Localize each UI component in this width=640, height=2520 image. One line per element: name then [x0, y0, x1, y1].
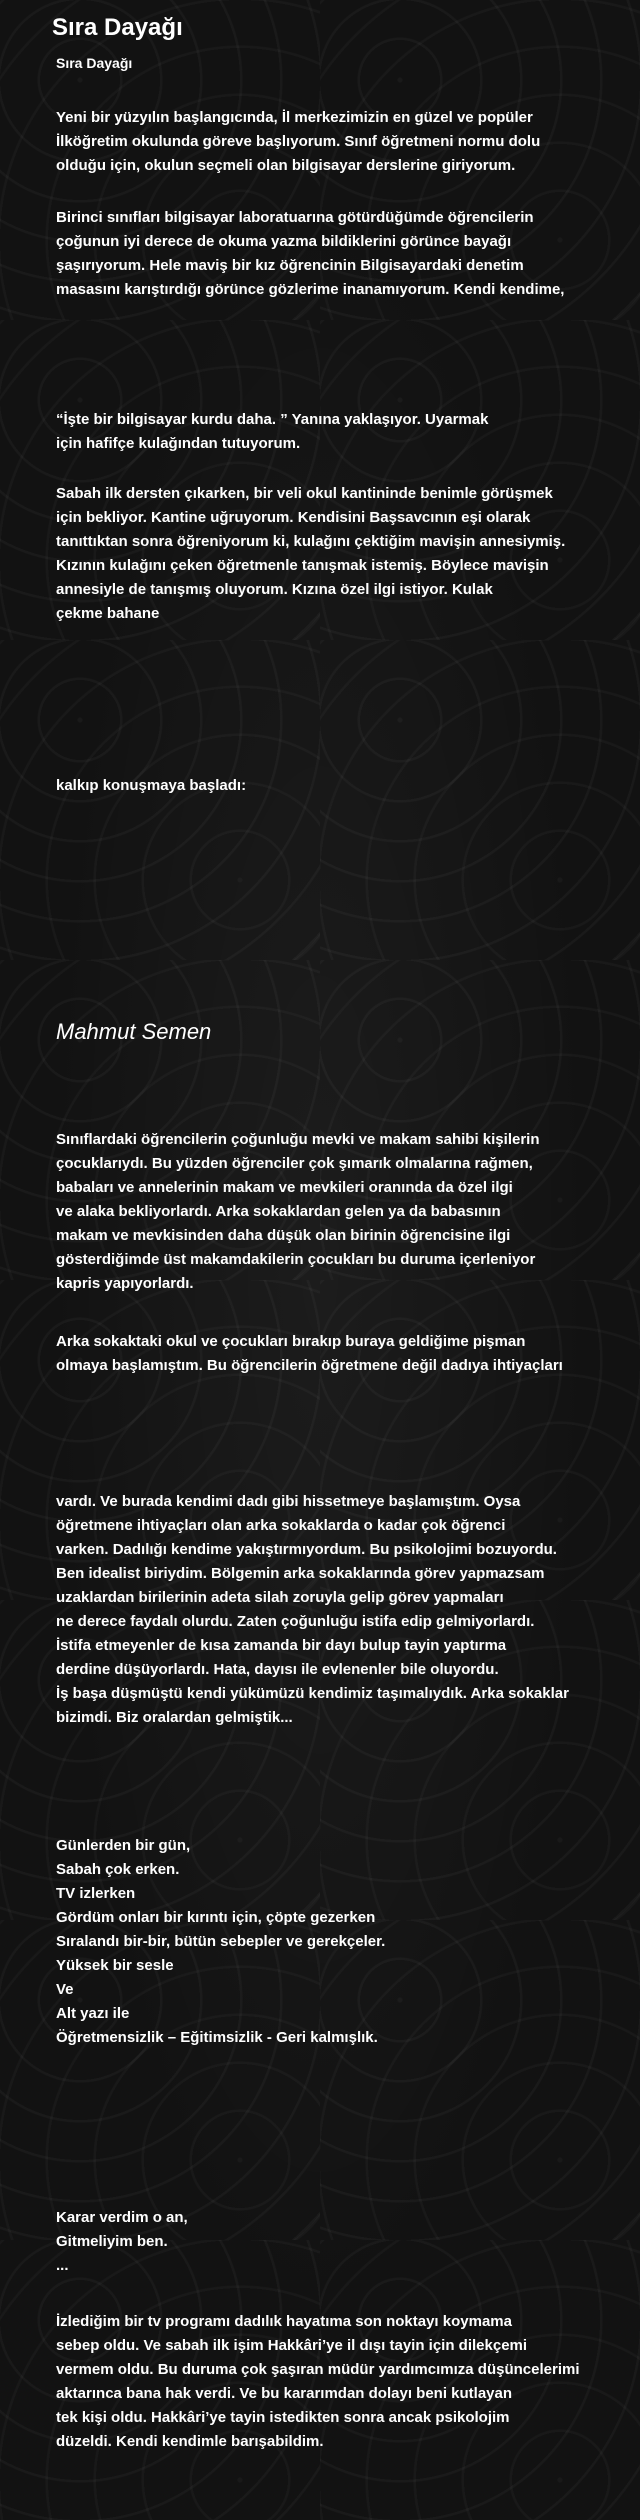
paragraph-3: “İşte bir bilgisayar kurdu daha. ” Yanına yaklaşıyor. Uyarmak için hafifçe kulağından tutuyorum.: [56, 411, 489, 452]
paragraph-8: vardı. Ve burada kendimi dadı gibi hissetmeye başlamıştım. Oysa öğretmene ihtiyaçları olan arka sokaklarda o kadar çok öğrenci varken. Dadılığı kendime yakıştırmıyordum. Bu psikolojimi bozuyordu. Ben idealist biriydim. Bölgemin arka sokaklarında görev yapmazsam uzaklardan birilerinin adeta silah zoruyla gelip görev yapmaları ne derece faydalı olurdu. Zaten çoğunluğu istifa edip gelmiyorlardı. İstifa etmeyenler de kısa zamanda bir dayı bulup tayin yaptırma derdine düşüyorlardı. Hata, dayısı ile evlenenler bile oluyordu. İş başa düşmüştü kendi yükümüzü kendimiz taşımalıydık. Arka sokaklar bizimdi. Biz oralardan gelmiştik...: [56, 1493, 569, 1726]
paragraph-1: Yeni bir yüzyılın başlangıcında, İl merkezimizin en güzel ve popüler İlköğretim okulunda göreve başlıyorum. Sınıf öğretmeni normu dolu olduğu için, okulun seçmeli olan bilgisayar derslerine giriyorum.: [56, 109, 541, 174]
page-title: Sıra Dayağı: [52, 14, 183, 41]
paragraph-2: Birinci sınıfları bilgisayar laboratuarına götürdüğümde öğrencilerin çoğunun iyi derece de okuma yazma bildiklerini görünce bayağı şaşırıyorum. Hele maviş bir kız öğrencinin Bilgisayardaki denetim masasını karıştırdığı görünce gözlerime inanamıyorum. Kendi kendime,: [56, 209, 565, 298]
poem-stanza-1: Günlerden bir gün, Sabah çok erken. TV izlerken Gördüm onları bir kırıntı için, çöpte gezerken Sıralandı bir-bir, bütün sebepler ve gerekçeler. Yüksek bir sesle Ve Alt yazı ile Öğretmensizlik – Eğitimsizlik - Geri kalmışlık.: [56, 1837, 386, 2046]
poem-subtitle: Sıra Dayağı: [56, 55, 133, 71]
poem-stanza-2: Karar verdim o an, Gitmeliyim ben. ...: [56, 2209, 188, 2274]
author-name: Mahmut Semen: [56, 1019, 212, 1044]
paragraph-9: İzlediğim bir tv programı dadılık hayatıma son noktayı koymama sebep oldu. Ve sabah ilk işim Hakkâri’ye il dışı tayin için dilekçemi vermem oldu. Bu duruma çok şaşıran müdür yardımcımıza düşüncelerimi aktarınca bana hak verdi. Ve bu kararımdan dolayı beni kutlayan tek kişi oldu. Hakkâri’ye tayin istedikten sonra ancak psikolojim düzeldi. Kendi kendimle barışabildim.: [56, 2313, 580, 2450]
paragraph-6: Sınıflardaki öğrencilerin çoğunluğu mevki ve makam sahibi kişilerin çocuklarıydı. Bu yüzden öğrenciler çok şımarık olmalarına rağmen, babaları ve annelerinin makam ve mevkileri oranında da özel ilgi ve alaka bekliyorlardı. Arka sokaklardan gelen ya da babasının makam ve mevkisinden daha düşük olan birinin öğrencisine ilgi gösterdiğimde üst makamdakilerin çocukları bu duruma içerleniyor kapris yapıyorlardı.: [56, 1131, 540, 1292]
paragraph-5: kalkıp konuşmaya başladı:: [56, 777, 247, 794]
paragraph-7: Arka sokaktaki okul ve çocukları bırakıp buraya geldiğime pişman olmaya başlamıştım. Bu öğrencilerin öğretmene değil dadıya ihtiyaçları: [56, 1333, 563, 1374]
paragraph-4: Sabah ilk dersten çıkarken, bir veli okul kantininde benimle görüşmek için bekliyor. Kantine uğruyorum. Kendisini Başsavcının eşi olarak tanıttıktan sonra öğreniyorum ki, kulağını çektiğim mavişin annesiymiş. Kızının kulağını çeken öğretmenle tanışmak istemiş. Böylece mavişin annesiyle de tanışmış oluyorum. Kızına özel ilgi istiyor. Kulak çekme bahane: [56, 485, 566, 622]
